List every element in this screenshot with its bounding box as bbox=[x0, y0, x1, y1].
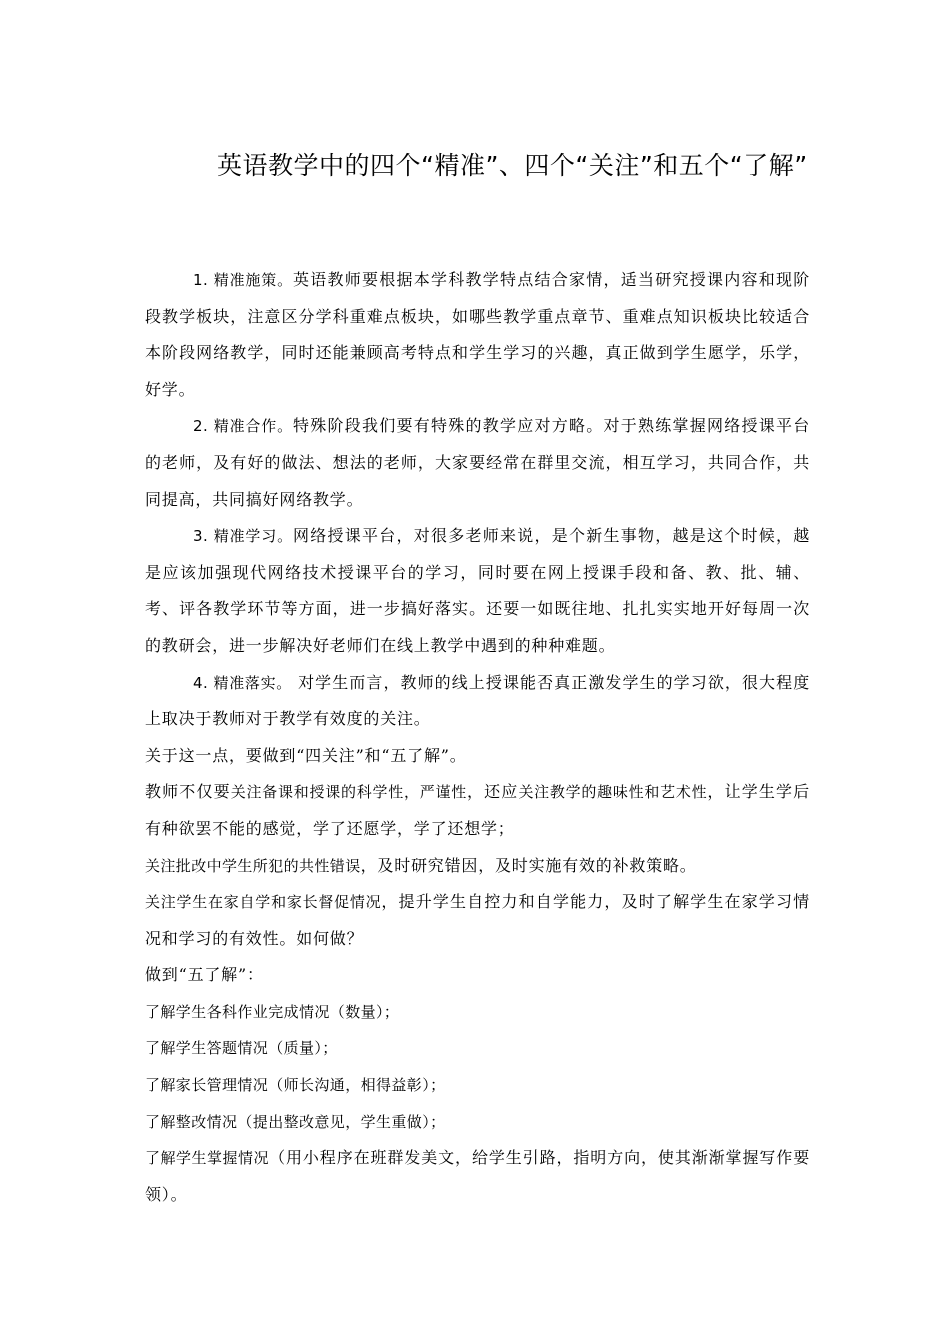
section-2-text: 特殊阶段我们要有特殊的教学应对方略。对于熟练掌握网络授课平台的老师，及有好的做法、想法的老师，大家要经常在群里交流，相互学习，共同合作，共同提高，共同搞好网络教学。 bbox=[145, 416, 810, 509]
focus-point-2: 关注教学的趣味性和艺术性 bbox=[518, 783, 708, 802]
understand-item-4: 了解整改情况（提出整改意见，学生重做）； bbox=[145, 1112, 446, 1131]
focus-text: ，提升学生自控力和自学能力，及时了解学生在家学习情况和学习的有效性。如何做？ bbox=[145, 892, 810, 948]
understand-item-2: 了解学生答题情况（质量）； bbox=[145, 1039, 338, 1058]
document-title: 英语教学中的四个“精准”、四个“关注”和五个“了解” bbox=[217, 151, 808, 180]
focus-point-1: 关注备课和授课的科学性，严谨性 bbox=[230, 783, 467, 802]
section-2 bbox=[145, 408, 810, 518]
section-3-text: 网络授课平台，对很多老师来说，是个新生事物，越是这个时候，越是应该加强现代网络技术授课平台的学习，同时要在网上授课手段和备、教、批、辅、考、评各教学环节等方面，进一步搞好落实。还要一如既往地、扎扎实实地开好每周一次的教研会，进一步解决好老师们在线上教学中遇到的种种难题。 bbox=[145, 526, 810, 655]
understand-item-5-heading: 了解学生掌握情况 bbox=[145, 1149, 270, 1168]
section-4-heading: 4. 精准落实。 bbox=[193, 673, 292, 692]
understand-item-5-text: （用小程序在班群发美文，给学生引路，指明方向，使其渐渐掌握写作要领）。 bbox=[145, 1148, 810, 1204]
section-1-heading: 1. 精准施策。 bbox=[193, 271, 293, 289]
section-4 bbox=[145, 665, 810, 738]
focus-text: 教师不仅要 bbox=[145, 782, 231, 802]
section-3-heading: 3. 精准学习。 bbox=[193, 527, 293, 546]
focus-paragraph-1 bbox=[145, 774, 810, 847]
focus-point-4: 关注学生在家自学和家长督促情况 bbox=[145, 893, 382, 912]
five-understand-intro: 做到“五了解”： bbox=[145, 965, 264, 985]
understand-item-3: 了解家长管理情况（师长沟通，相得益彰）； bbox=[145, 1076, 446, 1095]
understand-item-1: 了解学生各科作业完成情况（数量）； bbox=[145, 1002, 400, 1021]
focus-point-3: 关注批改中学生所犯的共性错误 bbox=[145, 856, 361, 875]
focus-paragraph-2 bbox=[145, 848, 810, 885]
understand-item-5 bbox=[145, 1140, 810, 1213]
focus-text: ，让学生学后有种欲罢不能的感觉，学了还愿学，学了还想学； bbox=[145, 782, 810, 838]
section-4-text: 对学生而言，教师的线上授课能否真正激发学生的学习欲，很大程度上取决于教师对于教学有效度的关注。 bbox=[145, 672, 810, 729]
section-3 bbox=[145, 518, 810, 664]
focus-text: ，及时研究错因，及时实施有效的补救策略。 bbox=[360, 855, 697, 875]
focus-paragraph-3 bbox=[145, 884, 810, 957]
focus-text: ，还应 bbox=[466, 782, 519, 802]
four-focus-intro: 关于这一点，要做到“四关注”和“五了解”。 bbox=[145, 745, 467, 765]
section-1-text: 英语教师要根据本学科教学特点结合家情，适当研究授课内容和现阶段教学板块，注意区分学科重难点板块，如哪些教学重点章节、重难点知识板块比较适合本阶段网络教学，同时还能兼顾高考特点和学生学习的兴趣，真正做到学生愿学，乐学，好学。 bbox=[145, 270, 810, 399]
section-1 bbox=[145, 262, 810, 408]
section-2-heading: 2. 精准合作。 bbox=[193, 417, 293, 436]
document-body bbox=[145, 262, 810, 1213]
